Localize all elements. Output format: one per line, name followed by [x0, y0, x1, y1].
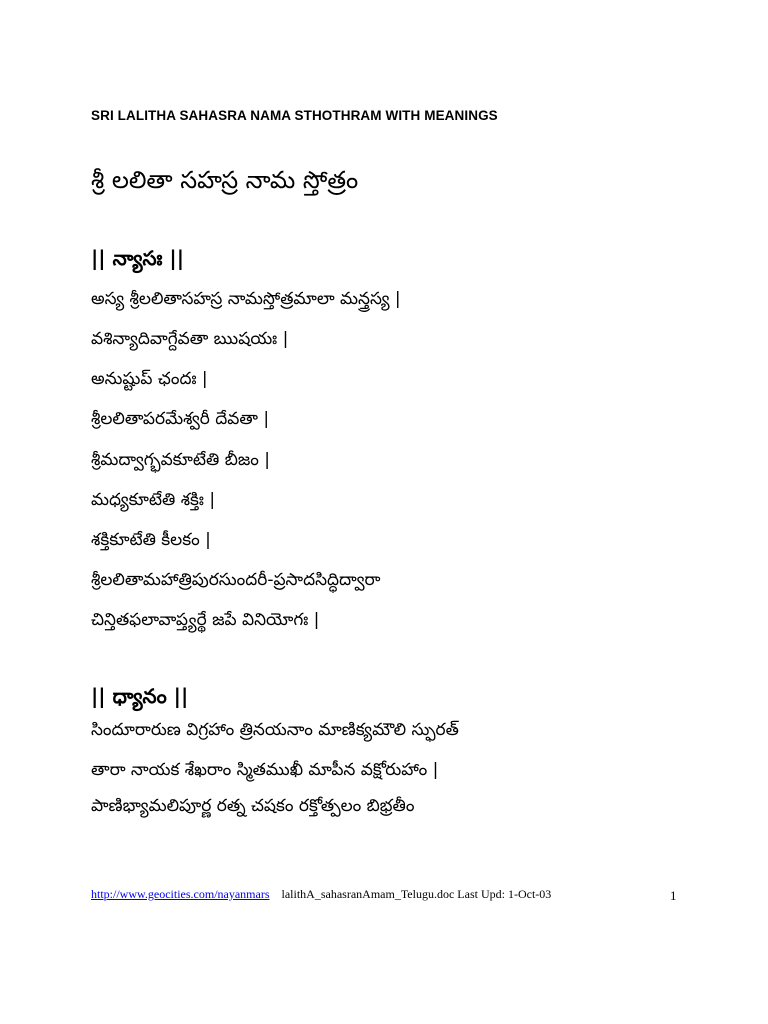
nyasa-line-9: చిన్తితఫలావాప్త్యర్థే జపే వినియోగః | [91, 610, 320, 630]
dhyana-line-1: సిందూరారుణ విగ్రహాం త్రినయనాం మాణిక్యమౌలి స్ఫురత్ [91, 720, 459, 740]
document-heading: SRI LALITHA SAHASRA NAMA STHOTHRAM WITH MEANINGS [91, 108, 498, 123]
nyasa-line-7: శక్తికూటేతి కీలకం | [91, 530, 211, 550]
dhyana-line-2: తారా నాయక శేఖరాం స్మితముఖీ మాపీన వక్షోరుహాం | [91, 760, 439, 780]
nyasa-line-6: మధ్యకూటేతి శక్తిః | [91, 490, 216, 510]
page-number: 1 [670, 888, 677, 903]
nyasa-line-8: శ్రీలలితామహాత్రిపురసుందరీ-ప్రసాదసిద్ధిద్వారా [91, 570, 381, 590]
dhyana-header: || ధ్యానం || [91, 684, 189, 708]
document-title: శ్రీ లలితా సహస్ర నామ స్తోత్రం [91, 166, 359, 194]
footer-link[interactable]: http://www.geocities.com/nayanmars [91, 887, 270, 901]
nyasa-header: || న్యాసః || [91, 246, 185, 270]
nyasa-line-1: అస్య శ్రీలలితాసహస్ర నామస్తోత్రమాలా మన్త్రస్య | [91, 289, 401, 309]
dhyana-line-3: పాణిభ్యామలిపూర్ణ రత్న చషకం రక్తోత్పలం బిభ్రతీం [91, 796, 415, 816]
nyasa-line-3: అనుష్టుప్ ఛందః | [91, 369, 208, 389]
footer-doc-info: lalithA_sahasranAmam_Telugu.doc Last Upd: 1-Oct-03 [281, 887, 552, 901]
nyasa-line-2: వశిన్యాదివాగ్దేవతా ఋషయః | [91, 329, 289, 349]
nyasa-line-4: శ్రీలలితాపరమేశ్వరీ దేవతా | [91, 409, 270, 429]
nyasa-line-5: శ్రీమద్వాగ్భవకూటేతి బీజం | [91, 450, 271, 470]
page-footer [91, 887, 551, 902]
